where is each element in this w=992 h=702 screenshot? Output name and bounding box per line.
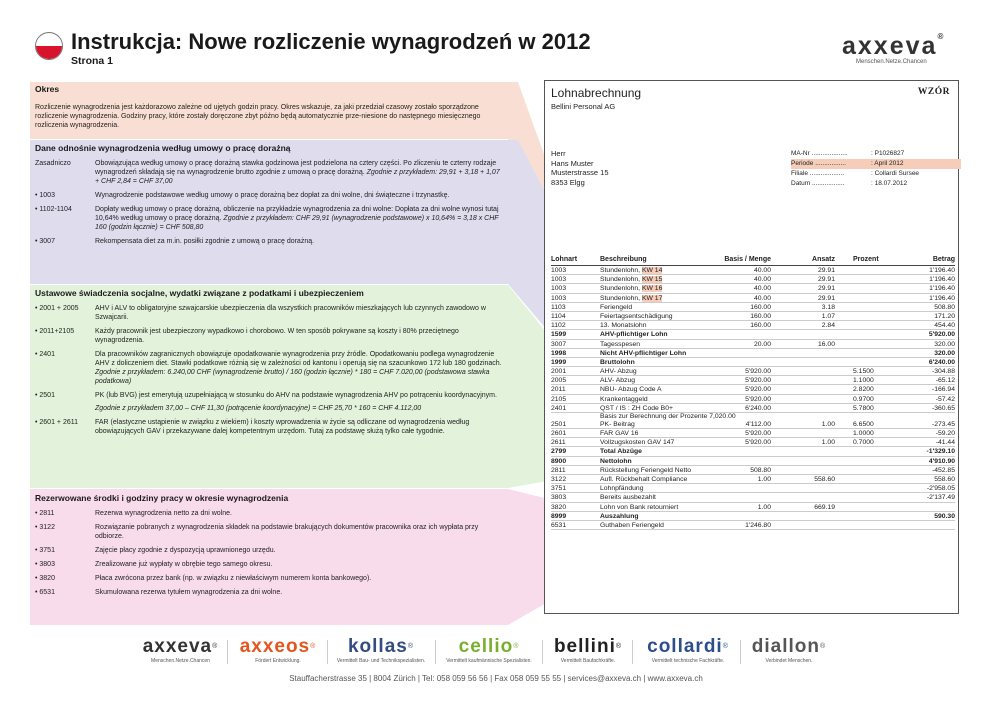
list-item	[35, 560, 503, 569]
recipient-address: Herr Hans Muster Musterstrasse 15 8353 Elgg	[551, 149, 609, 187]
item-key: • 2501	[35, 392, 55, 399]
list-item	[35, 237, 503, 246]
item-text: Dla pracowników zagranicznych obowiązuje opodatkowanie wynagrodzenia przy źródle. Opodatkowaniu podlega wynagrodzenie AHV z doliczeniem diet. Stawki podatkowe różnią się w zależności od kantonu i operują się na szacunkowo 172 lub 180 godzinach. Zgodnie z przykładem: 6.240,00 CHF (wynagrodzenie brutto) / 160 (godzin łącznie) * 180 = CHF 7.020,00 (podstawowa stawka podatkowa)	[95, 351, 502, 385]
sample-stamp: WZÓR	[917, 87, 950, 97]
table-row: 2001 AHV- Abzug 5'920.00 5.1500 -304.88	[551, 368, 955, 376]
list-item	[35, 304, 503, 322]
section-ustawowe	[30, 285, 508, 488]
section-rezerwowane	[30, 489, 508, 625]
brand-logo-collardi: collardi® Vermittelt technische Fachkräfte.	[647, 636, 729, 664]
list-item	[35, 509, 503, 518]
table-row: 1102 13. Monatslohn 160.00 2.84 454.40	[551, 322, 955, 330]
table-row: 2005 ALV- Abzug 5'920.00 1.1000 -65.12	[551, 377, 955, 385]
meta-row: Datum .................. : 18.07.2012	[791, 180, 908, 187]
table-row: 2799 Total Abzüge -1'329.10	[551, 448, 955, 456]
meta-row: Filiale ................... : Collardi Sursee	[791, 170, 920, 177]
payslip-table-header: Lohnart Beschreibung Basis / Menge Ansatz Prozent Betrag	[551, 256, 955, 266]
divider	[632, 640, 633, 664]
table-row: 1003 Stundenlohn, KW 14 40.00 29.91 1'196.40	[551, 267, 955, 274]
item-key: • 6531	[35, 589, 55, 596]
section-text: Rozliczenie wynagrodzenia jest każdorazowo zależne od ujętych godzin pracy. Okres wskazuje, za jaki przedział czasowy zostało sporządzone rozliczenie wynagrodzenia. Godziny pracy, które zostały doręczone zbyt późno będą automatycznie prze-niesione do następnego miesięcznego rozliczenia wynagrodzenia.	[35, 104, 481, 129]
item-key: • 2001 + 2005	[35, 305, 79, 312]
item-text: FAR (elastyczne ustąpienie w związku z wiekiem) i koszty wprowadzenia w życie są odliczane od wynagrodzenia według obowiązujących GAV i przekazywane dalej kompetentnym urzędom. Tutaj za podstawę służą tylko całe tygodnie.	[95, 419, 470, 435]
item-key: • 1102-1104	[35, 206, 72, 213]
brand-logo-bellini: bellini® Vermittelt Baufachkräfte.	[553, 636, 623, 664]
table-row: 1998 Nicht AHV-pflichtiger Lohn 320.00	[551, 349, 955, 357]
page-subtitle: Strona 1	[71, 55, 114, 67]
payslip-table-body	[551, 266, 955, 530]
table-row: 3007 Tagesspesen 20.00 16.00 320.00	[551, 340, 955, 348]
axxeva-tagline: Menschen.Netze.Chancen	[856, 59, 927, 65]
item-key: Zasadniczo	[35, 160, 71, 167]
item-text: Każdy pracownik jest ubezpieczony wypadkowo i chorobowo. W ten sposób pokrywane są koszty i 80% przeciętnego wynagrodzenia.	[95, 328, 459, 344]
payslip-title: Lohnabrechnung	[551, 86, 642, 100]
divider	[542, 640, 543, 664]
payslip-document	[544, 80, 959, 614]
item-text: Obowiązująca według umowy o pracę dorażną stawka godzinowa jest podzielona na cztery części. Po zliczeniu te czterry rodzaje wynagrodzeń składają się na wynagrodzenie brutto zgodnie z umową o pracę dorażną. Zgodnie z przykładem: 29,91 + 3,18 + 1,07 + CHF 2,84 = CHF 37,00	[95, 160, 500, 185]
brand-logo-cellio: cellio® Vermittelt kaufmännische Spezialisten.	[446, 636, 532, 664]
table-row: 1599 AHV-pflichtiger Lohn 5'920.00	[551, 331, 955, 339]
table-row: 1003 Stundenlohn, KW 16 40.00 29.91 1'196.40	[551, 285, 955, 293]
list-item	[35, 191, 503, 200]
list-item	[35, 327, 503, 345]
brand-logo-axxeos: axxeos® Fördert Entwicklung.	[239, 636, 317, 664]
section-title: Dane odnośnie wynagrodzenia według umowy o pracę dorażną	[35, 143, 291, 153]
table-row: 6531 Guthaben Feriengeld 1'246.80	[551, 521, 955, 530]
table-row: 1003 Stundenlohn, KW 15 40.00 29.91 1'196.40	[551, 276, 955, 284]
table-row: 2611 Vollzugskosten GAV 147 5'920.00 1.00 0.7000 -41.44	[551, 439, 955, 447]
table-row: 2811 Rückstellung Feriengeld Netto 508.80 -452.85	[551, 466, 955, 474]
table-row: 2401 QST / IS : ZH Code B0+ 6'240.00 5.7800 -360.65	[551, 404, 955, 412]
list-item	[35, 159, 503, 186]
table-row: 1103 Feriengeld 160.00 3.18 508.80	[551, 303, 955, 311]
table-row: 2105 Krankentaggeld 5'920.00 0.9700 -57.42	[551, 395, 955, 403]
table-row: 1104 Feiertagsentschädigung 160.00 1.07 171.20	[551, 312, 955, 320]
item-key: • 3803	[35, 561, 55, 568]
item-text: Zrealizowane już wypłaty w obrębie tego samego okresu.	[95, 561, 273, 568]
list-item	[35, 546, 503, 555]
meta-row-period: Periode ................. : April 2012	[791, 159, 961, 169]
divider	[227, 640, 228, 664]
section-okres	[30, 82, 508, 139]
table-row: 1003 Stundenlohn, KW 17 40.00 29.91 1'196.40	[551, 294, 955, 302]
table-row: 8900 Nettolohn 4'910.90	[551, 457, 955, 465]
table-row: 2601 FAR GAV 16 5'920.00 1.0000 -59.20	[551, 430, 955, 437]
meta-row: MA-Nr .................... : P1026827	[791, 150, 905, 157]
section-title: Ustawowe świadczenia socjalne, wydatki związane z podatkami i ubezpieczeniem	[35, 288, 364, 298]
item-text: Wynagrodzenie podstawowe według umowy o pracę dorażną bez dopłat za dni wolne, dni świąteczne i trzynastkę.	[95, 192, 450, 199]
divider	[327, 640, 328, 664]
page-title: Instrukcja: Nowe rozliczenie wynagrodzeń w 2012	[71, 29, 591, 54]
item-key: • 1003	[35, 192, 55, 199]
table-row: 3820 Lohn von Bank retourniert 1.00 669.19	[551, 503, 955, 512]
list-item	[35, 350, 503, 386]
table-row: 8999 Auszahlung 590.30	[551, 512, 955, 520]
item-key: • 3122	[35, 524, 55, 531]
table-row: 2501 Basis zur Berechnung der Prozente 7,020.00 PK- Beitrag 4'112.00 1.00 6.6500 -273.45	[551, 413, 955, 428]
item-key: • 2601 + 2611	[35, 419, 78, 426]
item-text: Rezerwa wynagrodzenia netto za dni wolne.	[95, 510, 232, 517]
item-key: • 3751	[35, 547, 55, 554]
poland-flag-icon	[35, 32, 63, 60]
item-text: Rozwiązanie pobranych z wynagrodzenia składek na podstawie brakujących dokumentów pracownika oraz ich wypłata przy odbiorze.	[95, 524, 479, 540]
item-text: AHV i ALV to obligatoryjne szwajcarskie ubezpieczenia dla wszystkich pracowników mieszkających lub czynnych zawodowo w Szwajcarii.	[95, 305, 486, 321]
item-key: • 2011+2105	[35, 328, 75, 335]
table-row: 3751 Lohnpfändung -2'958.05	[551, 485, 955, 493]
divider	[435, 640, 436, 664]
divider	[740, 640, 741, 664]
list-item	[35, 574, 503, 583]
item-key: • 3820	[35, 575, 55, 582]
table-row: 1999 Bruttolohn 6'240.00	[551, 358, 955, 366]
item-text: Płaca zwrócona przez bank (np. w związku z niewłaściwym numerem konta bankowego).	[95, 575, 372, 582]
list-item	[35, 391, 503, 413]
table-row: 3803 Bereits ausbezahlt -2'137.49	[551, 494, 955, 502]
section-dane	[30, 140, 508, 284]
section-title: Rezerwowane środki i godziny pracy w okresie wynagrodzenia	[35, 493, 289, 503]
brand-logo-kollas: kollas® Vermittelt Bau- und Technikspezialisten.	[336, 636, 426, 664]
payslip-company: Bellini Personal AG	[551, 102, 616, 111]
section-title: Okres	[35, 84, 60, 94]
brand-logo-diallon: diallon® Verbindet Menschen.	[751, 636, 827, 664]
table-row: 2011 NBU- Abzug Code A 5'920.00 2.8200 -166.94	[551, 386, 955, 394]
axxeva-logo: axxeva®	[842, 32, 944, 60]
footer-address: Stauffacherstrasse 35 | 8004 Zürich | Tel: 058 059 56 56 | Fax 058 059 55 55 | services@axxeva.ch | www.axxeva.ch	[289, 674, 703, 683]
item-text: Skumulowana rezerwa tytułem wynagrodzenia za dni wolne.	[95, 589, 283, 596]
item-text: Zajęcie płacy zgodnie z dyspozycją uprawnionego urzędu.	[95, 547, 276, 554]
table-row: 3122 Aufl. Rückbehalt Compliance 1.00 558.60 558.60	[551, 475, 955, 483]
footer-logos	[0, 636, 992, 666]
brand-logo-axxeva: axxeva® Menschen.Netze.Chancen	[142, 636, 219, 664]
item-text: PK (lub BVG) jest emerytują uzupełniającą w stosunku do AHV na podstawie wynagrodzenia AHV po potrąceniu koordynacyjnym. Zgodnie z przykładem 37,00 – CHF 11,30 (potrącenie koordynacyjne) = CHF 25,70 * 160 = CHF 4.112,00	[95, 392, 497, 412]
item-key: • 2811	[35, 510, 55, 517]
list-item	[35, 205, 503, 232]
list-item	[35, 523, 503, 541]
item-text: Rekompensata diet za m.in. posiłki zgodnie z umową o pracę dorażną.	[95, 238, 315, 245]
item-text: Dopłaty według umowy o pracę dorażną, obliczenie na przykładzie wynagrodzenia za dni wolne: Dopłata za dni wolne wynosi tutaj 10,64% według umowy o pracę dorażną. Zgodnie z przykładem: CHF 29,91 (wynagrodzenie podstawowe) x 10,64% = 3,18 x CHF 160 (godzin łącznie) = CHF 508,80	[95, 206, 499, 231]
list-item	[35, 418, 503, 436]
payslip-meta	[791, 149, 961, 189]
item-key: • 2401	[35, 351, 55, 358]
list-item	[35, 588, 503, 597]
item-key: • 3007	[35, 238, 55, 245]
